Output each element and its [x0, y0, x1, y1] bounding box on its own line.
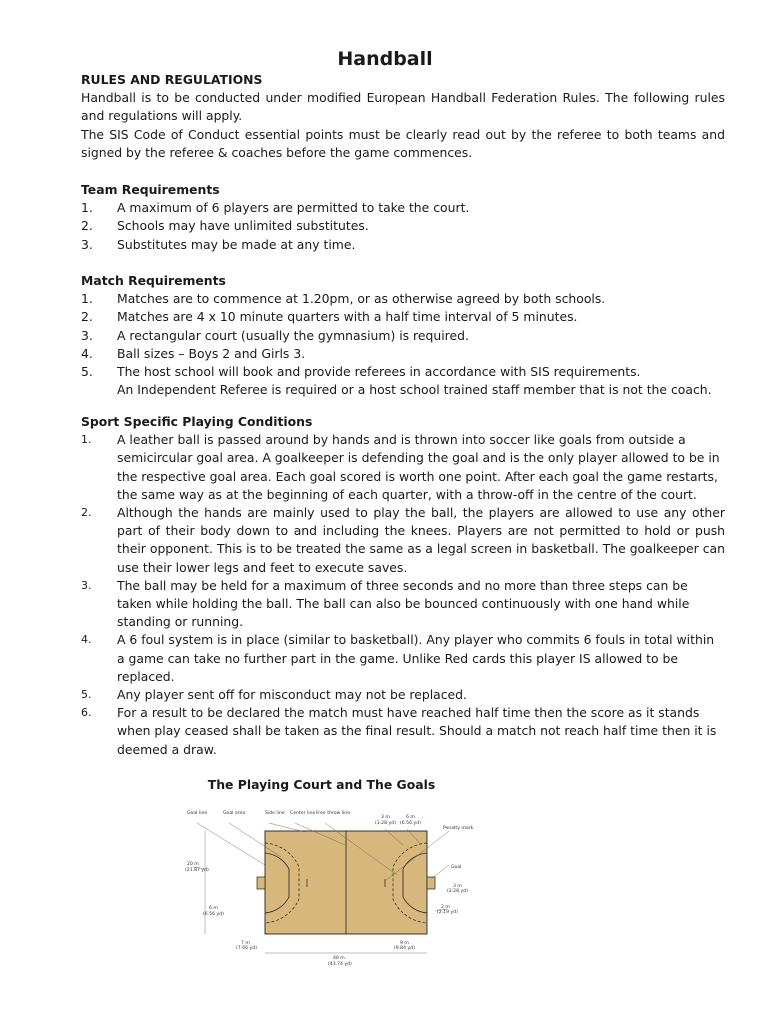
label-three-m: 3 m: [381, 815, 390, 820]
list-item: [81, 327, 725, 345]
label-twenty-m: 20 m: [187, 862, 199, 867]
item-number: 4.: [81, 633, 92, 647]
item-text: The ball may be held for a maximum of three seconds and no more than three steps can be taken while holding the ball. The ball can also be bounced continuously with one hand while standing or running.: [117, 577, 690, 630]
label-two-m-yd: (2.19 yd): [437, 910, 458, 915]
label-six-m-b: 6 m: [209, 906, 218, 911]
item-number: 2.: [81, 506, 92, 520]
item-text: Ball sizes – Boys 2 and Girls 3.: [117, 345, 306, 361]
label-forty-m: 40 m: [333, 956, 345, 961]
label-side-line: Side line: [265, 811, 285, 816]
item-number: 2.: [81, 309, 93, 325]
page-title: Handball: [337, 48, 433, 70]
match-heading: Match Requirements: [81, 273, 226, 288]
item-number: 4.: [81, 345, 93, 361]
list-item: [81, 290, 725, 308]
list-item: [81, 199, 725, 217]
item-text: Matches are to commence at 1.20pm, or as otherwise agreed by both schools.: [117, 291, 606, 307]
item-number: 1.: [81, 433, 92, 447]
list-item: [81, 236, 725, 254]
label-nine-m: 9 m: [400, 941, 409, 946]
label-center-line: Center line: [290, 811, 316, 816]
label-goal: Goal: [451, 865, 462, 870]
item-text: An Independent Referee is required or a host school trained staff member that is not the coach.: [117, 382, 712, 398]
left-goal: [257, 877, 265, 889]
item-number: 5.: [81, 364, 93, 380]
item-text: Matches are 4 x 10 minute quarters with a half time interval of 5 minutes.: [117, 309, 578, 325]
intro-paragraph-1: Handball is to be conducted under modified European Handball Federation Rules. The following rules and regulations will apply.: [81, 90, 725, 124]
label-seven-m-yd: (7.66 yd): [236, 946, 257, 951]
label-six-m-yd: (6.56 yd): [400, 821, 421, 826]
label-three-m-b: 3 m: [453, 884, 462, 889]
match-section: [81, 272, 725, 399]
item-number: 3.: [81, 236, 93, 252]
list-item: [81, 363, 725, 381]
label-two-m: 2 m: [441, 905, 450, 910]
label-forty-m-yd: (43.74 yd): [328, 962, 352, 967]
item-text: A 6 foul system is in place (similar to basketball). Any player who commits 6 fouls in total within a game can take no further part in the game. Unlike Red cards this player IS allowed to be replaced.: [117, 632, 715, 684]
list-item: [81, 217, 725, 235]
item-number: 6.: [81, 706, 92, 720]
item-text: A leather ball is passed around by hands and is thrown into soccer like goals from outside a semicircular goal area. A goalkeeper is defending the goal and is the only player allowed to be in the respective goal area. Each goal scored is worth one point. After each goal the game restarts, the same way as at the beginning of each quarter, with a throw-off in the centre of the court.: [117, 432, 720, 502]
item-text: The host school will book and provide referees in accordance with SIS requirements.: [117, 364, 641, 380]
label-nine-m-yd: (9.84 yd): [394, 946, 415, 951]
item-text: A maximum of 6 players are permitted to take the court.: [117, 200, 470, 216]
list-item-continuation: [81, 381, 725, 399]
item-text: Schools may have unlimited substitutes.: [117, 218, 369, 234]
label-goal-line: Goal line: [187, 811, 208, 816]
label-twenty-m-yd: (21.87 yd): [185, 868, 209, 873]
item-text: Substitutes may be made at any time.: [117, 236, 356, 252]
list-item: [81, 631, 725, 686]
item-text: Any player sent off for misconduct may not be replaced.: [117, 687, 467, 703]
item-number: 5.: [81, 688, 92, 702]
item-number: 3.: [81, 578, 92, 592]
label-penalty: Penalty mark: [443, 826, 474, 831]
sport-heading: Sport Specific Playing Conditions: [81, 414, 313, 429]
court-diagram-title: The Playing Court and The Goals: [207, 777, 436, 792]
label-six-m: 6 m: [406, 815, 415, 820]
intro-paragraph-2: The SIS Code of Conduct essential points must be clearly read out by the referee to both teams and signed by the referee & coaches before the game commences.: [81, 126, 725, 160]
list-item: [81, 704, 725, 759]
item-number: 3.: [81, 327, 93, 343]
court-diagram: [185, 805, 475, 970]
label-three-m-yd: (3.28 yd): [375, 821, 396, 826]
list-item: [81, 577, 725, 632]
item-text: For a result to be declared the match must have reached half time then the score as it stands when play ceased shall be taken as the final result. Should a match not reach half time then it is deemed a draw.: [117, 705, 717, 757]
list-item: [81, 431, 725, 504]
label-free-throw-line: Free throw line: [316, 811, 351, 816]
item-text: A rectangular court (usually the gymnasium) is required.: [117, 327, 469, 343]
team-section: [81, 181, 725, 254]
item-number: 2.: [81, 218, 93, 234]
list-item: [81, 504, 725, 577]
list-item: [81, 345, 725, 363]
intro-heading: RULES AND REGULATIONS: [81, 72, 263, 87]
label-three-m-b-yd: (3.28 yd): [447, 889, 468, 894]
sport-section: [81, 413, 725, 759]
item-number: 1.: [81, 200, 93, 216]
list-item: [81, 308, 725, 326]
label-goal-area: Goal area: [223, 811, 246, 816]
item-number: 1.: [81, 291, 93, 307]
label-six-m-b-yd: (6.56 yd): [203, 912, 224, 917]
label-seven-m: 7 m: [241, 941, 250, 946]
item-text: Although the hands are mainly used to play the ball, the players are allowed to use any other part of their body down to and including the knees. Players are not permitted to hold or push their opponent. This is to be treated the same as a legal screen in basketball. The goalkeeper can use their lower legs and feet to execute saves.: [117, 505, 725, 575]
team-heading: Team Requirements: [81, 182, 220, 197]
intro-section: [81, 71, 725, 162]
list-item: [81, 686, 725, 704]
